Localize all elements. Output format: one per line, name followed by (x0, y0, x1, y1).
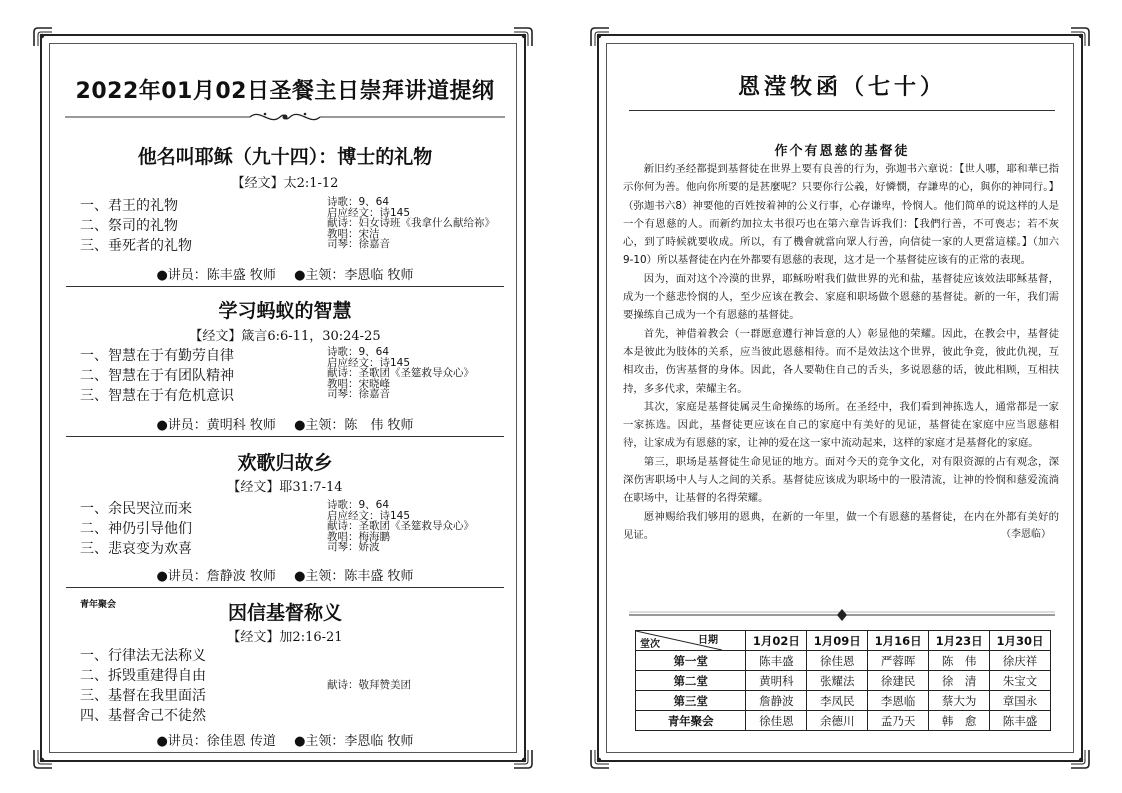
detail-line: 启应经文：诗145 (327, 206, 411, 219)
table-row (636, 711, 1051, 731)
sermon-title: 欢歌归故乡 (237, 452, 333, 474)
outline-point: 三、垂死者的礼物 (80, 238, 192, 254)
scripture-reference: 【经文】箴言6:6-11，30:24-25 (189, 329, 381, 344)
outline-points (80, 196, 192, 256)
youth-meeting-tag: 青年聚会 (80, 600, 117, 610)
detail-line: 献诗：妇女诗班《我拿什么献给祢》 (327, 217, 495, 229)
preacher-cell: 李恩临 (868, 691, 929, 711)
detail-line: 诗歌：9、64 (327, 499, 390, 511)
scripture-reference: 【经文】加2:16-21 (227, 630, 343, 645)
scripture-reference: 【经文】太2:1-12 (231, 176, 339, 191)
date-header: 1月30日 (990, 631, 1051, 651)
leader: ●主领：陈 伟 牧师 (294, 418, 414, 433)
table-row (636, 651, 1051, 671)
preacher-cell: 陈 伟 (929, 651, 990, 671)
sermon-title: 他名叫耶稣（九十四）：博士的礼物 (137, 146, 433, 168)
outline-point: 二、神仍引导他们 (80, 521, 192, 537)
section-divider (66, 436, 504, 437)
outline-points (80, 499, 192, 559)
outline-points (80, 346, 234, 406)
corner-ornament-icon (512, 748, 534, 770)
table-header-row (636, 631, 1051, 651)
preacher-cell: 张耀法 (807, 671, 868, 691)
preacher-cell: 黄明科 (746, 671, 807, 691)
speaker: ●讲员：詹静波 牧师 (156, 569, 276, 584)
paragraph: 因为，面对这个冷漠的世界，耶稣吩咐我们做世界的光和盐，基督徒应该效法耶稣基督，成为一个慈悲怜悯的人，至少应该在教会、家庭和职场做个恩慈的基督徒。新的一年，我们需要操练自己成为一个有恩慈的基督徒。 (623, 272, 1059, 322)
leader: ●主领：李恩临 牧师 (294, 268, 414, 283)
detail-line: 献诗：敬拜赞美团 (327, 679, 411, 691)
detail-line: 启应经文：诗145 (327, 509, 411, 522)
letter-title: 恩滢牧函（七十） (737, 74, 946, 100)
paragraph: 首先，神借着教会（一群愿意遵行神旨意的人）彰显他的荣耀。因此，在教会中，基督徒本是彼此为肢体的关系，应当彼此恩慈相待。而不是效法这个世界，彼此争竞，彼此仇视，互相攻击，伤害基督的身体。因此，各人要勒住自己的舌头，多说恩慈的话，彼此相顾，互相扶持，多多代求，荣耀主名。 (623, 327, 1059, 395)
detail-line: 教唱：宋洁 (327, 227, 380, 240)
detail-line: 司琴：娇波 (327, 541, 380, 553)
sermon-credits (42, 414, 528, 433)
preacher-cell: 徐 清 (929, 671, 990, 691)
detail-line: 教唱：宋晓峰 (327, 377, 390, 390)
preacher-cell: 朱宝文 (990, 671, 1051, 691)
corner-ornament-icon (32, 748, 54, 770)
service-details (327, 500, 474, 553)
corner-ornament-icon (32, 26, 54, 48)
letter-subtitle: 作个有恩慈的基督徒 (774, 144, 910, 159)
outline-point: 三、智慧在于有危机意识 (80, 388, 234, 404)
sermon-title: 因信基督称义 (227, 602, 342, 624)
sermon-credits (42, 730, 528, 749)
preacher-cell: 孟乃天 (868, 711, 929, 731)
preacher-cell: 陈丰盛 (990, 711, 1051, 731)
speaker: ●讲员：徐佳恩 传道 (156, 734, 276, 749)
outline-point: 三、悲哀变为欢喜 (80, 541, 192, 557)
table-row (636, 691, 1051, 711)
preacher-cell: 徐佳恩 (807, 651, 868, 671)
paragraph: 其次，家庭是基督徒属灵生命操练的场所。在圣经中，我们看到神拣选人，通常都是一家一家拣选。因此，基督徒更应该在自己的家庭中有美好的见证，基督徒在家庭中应当恩慈相待，让家成为有恩慈的家，让神的爱在这一家中流动起来，这样的家庭才是基督化的家庭。 (623, 400, 1059, 450)
date-header: 1月23日 (929, 631, 990, 651)
preacher-cell: 严蓉晖 (868, 651, 929, 671)
preaching-schedule-table (635, 630, 1051, 731)
speaker: ●讲员：黄明科 牧师 (156, 418, 276, 433)
detail-line: 诗歌：9、64 (327, 346, 390, 358)
flourish-divider-icon (65, 108, 505, 126)
session-label: 第二堂 (636, 671, 746, 691)
date-header: 1月09日 (807, 631, 868, 651)
section-divider (66, 587, 504, 588)
preacher-cell: 詹静波 (746, 691, 807, 711)
scripture-reference: 【经文】耶31:7-14 (227, 480, 343, 495)
session-label: 第一堂 (636, 651, 746, 671)
preacher-cell: 徐建民 (868, 671, 929, 691)
corner-ornament-icon (512, 26, 534, 48)
detail-line: 教唱：梅海鹏 (327, 530, 390, 543)
detail-line: 献诗：圣歌团《圣筵救导众心》 (327, 367, 474, 379)
preacher-cell: 李凤民 (807, 691, 868, 711)
outline-point: 四、基督舍己不徒然 (80, 708, 206, 724)
paragraph: 新旧约圣经都提到基督徒在世界上要有良善的行为，弥迦书六章说：【世人哪，耶和華已指示你何为善。他向你所要的是甚麼呢？只要你行公義，好憐憫，存謙卑的心，與你的神同行。】（弥迦书六8）神要他的百姓按着神的公义行事，心存谦卑，怜悯人。他们简单的说这样的人是一个有恩慈的人。而新约加拉太书很巧也在第六章告诉我们：【我們行善，不可喪志；若不灰心，到了時候就要收成。所以，有了機會就當向眾人行善，向信徒一家的人更當這樣。】（加六9-10）所以基督徒在内在外都要有恩慈的表现，这才是一个基督徒应该有的正常的表现。 (623, 163, 1059, 267)
outline-point: 一、君王的礼物 (80, 198, 178, 214)
corner-ornament-icon (1069, 748, 1091, 770)
sermon-outline-panel (40, 34, 526, 762)
session-label: 青年聚会 (636, 711, 746, 731)
date-header: 1月02日 (746, 631, 807, 651)
preacher-cell: 韩 愈 (929, 711, 990, 731)
detail-line: 诗歌：9、64 (327, 196, 390, 208)
corner-ornament-icon (589, 26, 611, 48)
corner-ornament-icon (1069, 26, 1091, 48)
diamond-divider-icon (629, 608, 1055, 622)
preacher-cell: 余德川 (807, 711, 868, 731)
outline-point: 三、基督在我里面活 (80, 688, 206, 704)
preacher-cell: 陈丰盛 (746, 651, 807, 671)
detail-line: 司琴：徐嘉音 (327, 238, 390, 250)
date-header-label: 日期 (698, 635, 718, 646)
outline-point: 二、智慧在于有团队精神 (80, 368, 234, 384)
sermon-credits (42, 264, 528, 283)
preacher-cell: 徐庆祥 (990, 651, 1051, 671)
outline-point: 一、行律法无法称义 (80, 648, 206, 664)
paragraph: 第三，职场是基督徒生命见证的地方。面对今天的竞争文化，对有限资源的占有观念，深深伤害职场中人与人之间的关系。基督徒应该成为职场中的一股清流，让神的怜悯和慈爱流淌在职场中，让基督的名得荣耀。 (623, 455, 1059, 505)
outline-points (80, 646, 206, 726)
session-label: 第三堂 (636, 691, 746, 711)
preacher-cell: 徐佳恩 (746, 711, 807, 731)
session-header-label: 堂次 (640, 639, 660, 650)
paragraph: 愿神赐给我们够用的恩典，在新的一年里，做一个有恩慈的基督徒，在内在外都有美好的见证。 (623, 510, 1059, 541)
title-rule (629, 110, 1055, 111)
leader: ●主领：陈丰盛 牧师 (294, 569, 414, 584)
sermon-credits (42, 565, 528, 584)
detail-line: 启应经文：诗145 (327, 356, 411, 369)
outline-point: 一、余民哭泣而来 (80, 501, 192, 517)
service-details (327, 680, 411, 691)
table-row (636, 671, 1051, 691)
detail-line: 献诗：圣歌团《圣筵救导众心》 (327, 520, 474, 532)
leader: ●主领：李恩临 牧师 (294, 734, 414, 749)
service-details (327, 347, 474, 400)
pastoral-letter-panel (597, 34, 1083, 762)
outline-point: 一、智慧在于有勤劳自律 (80, 348, 234, 364)
speaker: ●讲员：陈丰盛 牧师 (156, 268, 276, 283)
outline-point: 二、祭司的礼物 (80, 218, 178, 234)
preacher-cell: 章国永 (990, 691, 1051, 711)
section-divider (66, 286, 504, 287)
service-details (327, 197, 495, 250)
page-title: 2022年01月02日圣餐主日崇拜讲道提纲 (75, 79, 495, 104)
preacher-cell: 蔡大为 (929, 691, 990, 711)
letter-signature: （李恩临） (1001, 529, 1051, 541)
date-header: 1月16日 (868, 631, 929, 651)
corner-ornament-icon (589, 748, 611, 770)
detail-line: 司琴：徐嘉音 (327, 388, 390, 400)
outline-point: 二、拆毁重建得自由 (80, 668, 206, 684)
corner-header-cell (636, 631, 746, 651)
letter-body (623, 160, 1059, 545)
sermon-title: 学习蚂蚁的智慧 (218, 300, 352, 322)
